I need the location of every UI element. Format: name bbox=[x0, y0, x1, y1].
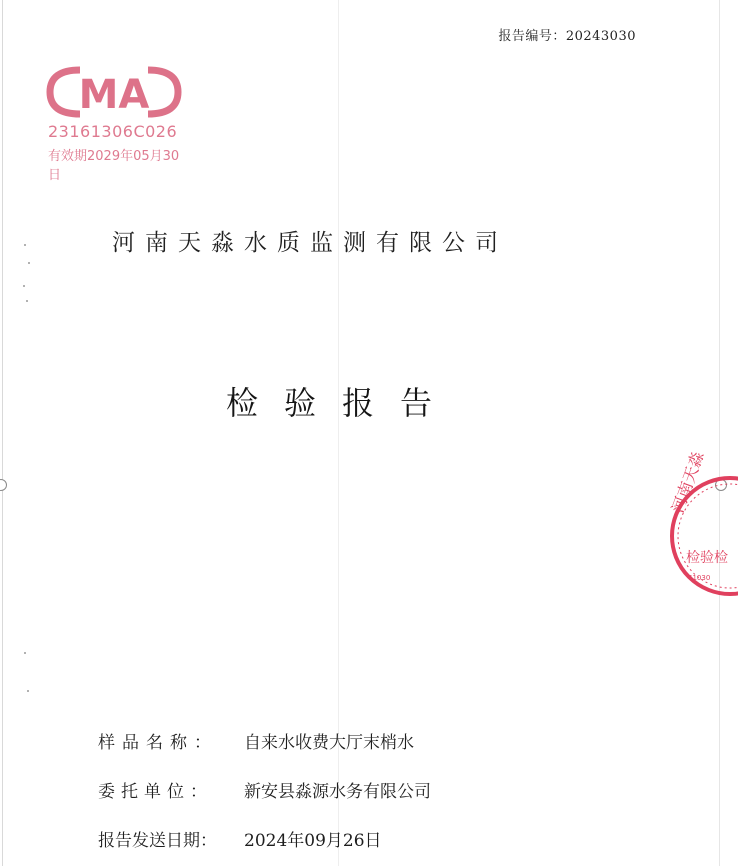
report-number-value: 20243030 bbox=[565, 29, 636, 44]
report-number bbox=[498, 25, 636, 44]
sample-name-value: 自来水收费大厅末梢水 bbox=[244, 733, 414, 753]
send-date-row bbox=[98, 826, 382, 851]
client-value: 新安县淼源水务有限公司 bbox=[244, 782, 431, 802]
sample-name-row bbox=[98, 728, 414, 753]
scan-speck bbox=[24, 652, 26, 654]
cma-validity: 有效期2029年05月30日 bbox=[48, 149, 180, 183]
seal-icon bbox=[667, 448, 738, 600]
binding-hole-left bbox=[0, 479, 7, 491]
client-row bbox=[98, 777, 431, 802]
scan-speck bbox=[26, 300, 28, 302]
page-right-edge bbox=[719, 0, 720, 866]
red-seal-stamp bbox=[667, 448, 738, 600]
seal-sub-text: 检验检 bbox=[686, 550, 728, 566]
scan-speck bbox=[24, 244, 26, 246]
seal-digits: 41030 bbox=[688, 574, 711, 582]
document-title: 检验报告 bbox=[226, 384, 459, 422]
scan-speck bbox=[27, 690, 29, 692]
cma-stamp bbox=[44, 64, 190, 183]
scan-speck bbox=[28, 262, 30, 264]
cma-logo-icon bbox=[44, 64, 184, 120]
send-date-label: 报告发送日期： bbox=[98, 831, 217, 851]
seal-text: 河南天淼 bbox=[667, 448, 708, 516]
report-number-label: 报告编号： bbox=[498, 29, 566, 44]
cma-mark-text: MA bbox=[78, 72, 150, 118]
cma-code: 23161306C026 bbox=[48, 122, 178, 141]
company-name: 河南天淼水质监测有限公司 bbox=[112, 230, 508, 256]
sample-name-label: 样品名称： bbox=[98, 733, 218, 753]
page-left-edge bbox=[2, 0, 3, 866]
client-label: 委托单位： bbox=[98, 782, 213, 802]
send-date-value: 2024年09月26日 bbox=[244, 831, 382, 851]
scan-speck bbox=[23, 285, 25, 287]
